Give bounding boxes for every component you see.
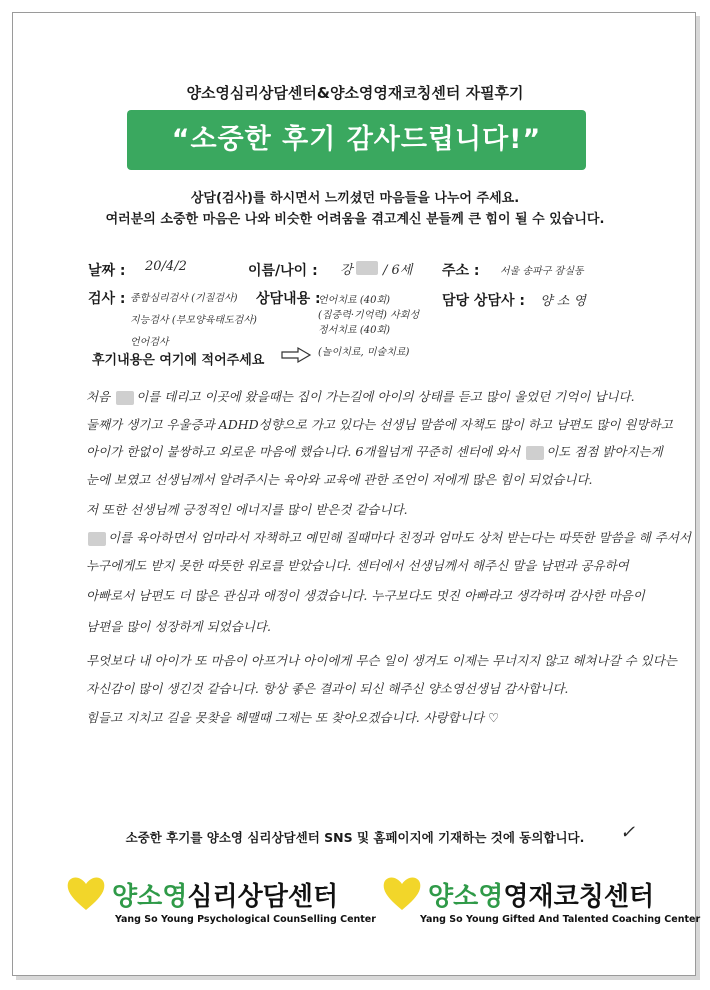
date-label: 날짜 : [88, 263, 126, 279]
consent-text: 소중한 후기를 양소영 심리상담센터 SNS 및 홈페이지에 기재하는 것에 동의합니다. [125, 830, 585, 845]
review-text: 힘들고 지치고 길을 못찾을 헤맬때 그제는 또 찾아오겠습니다. 사랑합니다 ♡ [86, 710, 500, 725]
test-item-2: 지능검사 (부모양육태도검사) [130, 315, 257, 326]
test-item-3: 언어검사 [130, 337, 169, 348]
review-text: 아이가 한없이 불쌍하고 외로운 마음에 했습니다. 6개월넘게 꾸준히 센터에 와서 [86, 444, 525, 459]
test-label: 검사 : [88, 291, 126, 307]
review-text: 이도 점점 밝아지는게 [546, 444, 663, 459]
review-line [86, 442, 663, 460]
name-suffix: / 6세 [383, 263, 413, 278]
date-value: 20/4/2 [145, 259, 187, 274]
right-logo-kr-1: 양소영 [428, 882, 504, 912]
intro-line-2: 여러분의 소중한 마음은 나와 비슷한 어려움을 겪고계신 분들께 큰 힘이 될 수 있습니다. [105, 212, 605, 227]
review-text: 남편을 많이 성장하게 되었습니다. [86, 619, 271, 634]
review-text: 처음 [86, 389, 115, 404]
name-prefix: 강 [340, 263, 353, 278]
pointing-hand-icon [280, 344, 314, 366]
review-line [86, 708, 499, 726]
address-label: 주소 : [442, 263, 480, 279]
review-text: 둘째가 생기고 우울증과 ADHD성향으로 가고 있다는 선생님 말씀에 자책도 많이 하고 남편도 많이 원망하고 [86, 417, 673, 432]
name-age-label: 이름/나이 : [248, 263, 318, 279]
page-subtitle: 양소영심리상담센터&양소영영재코칭센터 자필후기 [186, 84, 524, 102]
heart-logo-icon [380, 874, 424, 912]
right-logo-name [428, 876, 654, 913]
review-text: 이를 육아하면서 엄마라서 자책하고 예민해 질때마다 친정과 엄마도 상처 받는다는 따뜻한 말씀을 해 주셔서 [108, 530, 691, 545]
review-line [86, 556, 629, 574]
review-line [86, 387, 635, 405]
left-logo-english: Yang So Young Psychological CounSelling Center [115, 914, 376, 925]
redacted-name [356, 261, 378, 275]
left-logo-kr-1: 양소영 [112, 882, 188, 912]
review-line [86, 528, 691, 546]
review-line [86, 500, 408, 518]
right-logo-kr-2: 영재코칭센터 [503, 882, 655, 912]
banner-title: “소중한 후기 감사드립니다!” [127, 110, 586, 170]
redacted-name [116, 391, 134, 405]
review-line [86, 651, 677, 669]
redacted-name [88, 532, 106, 546]
review-line [86, 470, 593, 488]
content-item-4: (놀이치료, 미술치료) [318, 347, 410, 358]
review-text: 저 또한 선생님께 긍정적인 에너지를 많이 받은것 같습니다. [86, 502, 408, 517]
left-logo-kr-2: 심리상담센터 [187, 882, 339, 912]
review-text: 아빠로서 남편도 더 많은 관심과 애정이 생겼습니다. 누구보다도 멋진 아빠라고 생각하며 감사한 마음이 [86, 588, 645, 603]
review-line [86, 679, 568, 697]
heart-logo-icon [64, 874, 108, 912]
review-line [86, 586, 645, 604]
review-line [86, 617, 271, 635]
content-item-2: (집중력·기억력) 사회성 [318, 310, 420, 321]
review-text: 눈에 보였고 선생님께서 알려주시는 육아와 교육에 관한 조언이 저에게 많은 힘이 되었습니다. [86, 472, 593, 487]
review-text: 누구에게도 받지 못한 따뜻한 위로를 받았습니다. 센터에서 선생님께서 해주신 말을 남편과 공유하여 [86, 558, 629, 573]
left-logo-name [112, 876, 338, 913]
right-logo-english: Yang So Young Gifted And Talented Coaching Center [420, 914, 701, 925]
content-label: 상담내용 : [256, 291, 321, 307]
review-text: 자신감이 많이 생긴것 같습니다. 항상 좋은 결과이 되신 해주신 양소영선생님 감사합니다. [86, 681, 569, 696]
redacted-name [526, 446, 544, 460]
content-item-3: 정서치료 (40회) [318, 325, 391, 336]
address-value: 서울 송파구 잠실동 [500, 266, 584, 277]
counselor-value: 양 소 영 [540, 294, 586, 309]
review-text: 이를 데리고 이곳에 왔을때는 집이 가는길에 아이의 상태를 듣고 많이 울었던 기억이 납니다. [136, 389, 635, 404]
intro-line-1: 상담(검사)를 하시면서 느끼셨던 마음들을 나누어 주세요. [190, 191, 520, 206]
review-label: 후기내용은 여기에 적어주세요 [92, 353, 265, 368]
review-text: 무엇보다 내 아이가 또 마음이 아프거나 아이에게 무슨 일이 생겨도 이제는 무너지지 않고 헤쳐나갈 수 있다는 [86, 653, 677, 668]
review-line [86, 415, 673, 433]
consent-check-mark: ✓ [620, 822, 636, 843]
test-item-1: 종합심리검사 (기질검사) [130, 293, 238, 304]
counselor-label: 담당 상담사 : [442, 293, 525, 309]
content-item-1: 언어치료 (40회) [318, 295, 391, 306]
